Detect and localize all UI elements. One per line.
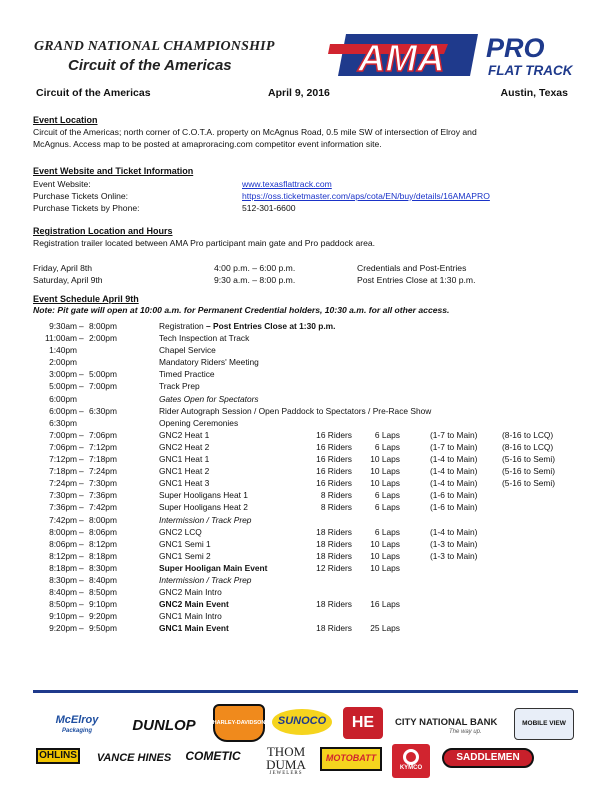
schedule-row <box>0 527 606 539</box>
schedule-dash: – <box>79 333 84 344</box>
schedule-start-time: 9:10pm <box>49 611 77 622</box>
schedule-dash: – <box>79 405 84 416</box>
schedule-event-name: Super Hooligan Main Event <box>159 562 268 573</box>
header-title-line2: Circuit of the Americas <box>68 57 232 74</box>
schedule-start-time: 8:00pm <box>49 526 77 537</box>
schedule-row <box>0 611 606 623</box>
schedule-start-time: 8:06pm <box>49 538 77 549</box>
sponsor-city-national-logo <box>395 712 503 742</box>
schedule-end-time: 9:20pm <box>89 611 117 622</box>
schedule-dash: – <box>79 478 84 489</box>
schedule-transfer: (5-16 to Semi) <box>502 478 556 489</box>
sponsor-dunlop-logo: DUNLOP <box>132 716 196 734</box>
header-venue: Circuit of the Americas <box>36 87 151 99</box>
schedule-event-name: GNC2 Main Intro <box>159 587 222 598</box>
schedule-event <box>159 563 267 574</box>
schedule-start-time: 2:00pm <box>49 357 77 368</box>
logo-flat-track-text: FLAT TRACK <box>488 63 573 78</box>
schedule-end-time: 8:18pm <box>89 550 117 561</box>
sponsor-vance-hines-logo: VANCE HINES <box>96 751 172 764</box>
schedule-end-time: 8:00pm <box>89 321 117 331</box>
ticket-online-link[interactable]: https://oss.ticketmaster.com/aps/cota/EN/buy/details/16AMAPRO <box>242 191 490 201</box>
schedule-event-name: Chapel Service <box>159 345 216 356</box>
sponsor-sunoco-logo: SUNOCO <box>272 709 332 735</box>
schedule-event <box>159 490 248 501</box>
schedule-dash: – <box>79 550 84 561</box>
schedule-advance: (1-4 to Main) <box>430 454 478 465</box>
registration-text: Registration trailer located between AMA Pro participant main gate and Pro paddock area. <box>33 238 376 248</box>
schedule-row <box>0 442 606 454</box>
schedule-dash: – <box>79 538 84 549</box>
schedule-event-name: Mandatory Riders' Meeting <box>159 357 259 368</box>
schedule-dash: – <box>79 466 84 477</box>
schedule-row <box>0 333 606 345</box>
schedule-end-time: 6:30pm <box>89 405 117 416</box>
schedule-end-time: 7:30pm <box>89 478 117 489</box>
schedule-row <box>0 345 606 357</box>
schedule-event-name: Opening Ceremonies <box>159 417 239 428</box>
schedule-end-time: 7:18pm <box>89 454 117 465</box>
schedule-row <box>0 502 606 514</box>
schedule-dash: – <box>79 490 84 501</box>
schedule-end-time: 2:00pm <box>89 333 117 344</box>
schedule-note: Note: Pit gate will open at 10:00 a.m. for Permanent Credential holders, 10:30 a.m. for all other access. <box>33 305 450 315</box>
schedule-row <box>0 515 606 527</box>
sponsor-motobatt-logo: MOTOBATT <box>320 747 382 771</box>
event-location-line2: McAgnus. Access map to be posted at amaproracing.com competitor event information site. <box>33 139 382 149</box>
schedule-start-time: 6:00pm <box>49 405 77 416</box>
sponsor-mobile-view-logo: MOBILE VIEW <box>514 708 574 740</box>
schedule-riders: 18 Riders <box>316 538 352 549</box>
sponsor-ohlins-logo: ÖHLINS <box>36 748 80 764</box>
schedule-heading: Event Schedule April 9th <box>33 294 139 304</box>
schedule-event <box>159 345 216 356</box>
schedule-start-time: 7:42pm <box>49 514 77 525</box>
schedule-event <box>159 515 251 526</box>
thom-duma-sub: JEWELERS <box>269 770 303 776</box>
schedule-advance: (1-4 to Main) <box>430 526 478 537</box>
schedule-event <box>159 478 209 489</box>
kymco-ring-icon <box>403 749 419 765</box>
schedule-advance: (1-4 to Main) <box>430 466 478 477</box>
schedule-start-time: 8:12pm <box>49 550 77 561</box>
logo-pro-text: PRO <box>486 33 545 63</box>
sponsor-thom-duma-logo <box>258 740 314 782</box>
schedule-laps: 6 Laps <box>374 441 400 452</box>
sponsor-he-logo: HE <box>343 707 383 739</box>
schedule-riders: 18 Riders <box>316 526 352 537</box>
schedule-event-name: Timed Practice <box>159 369 215 380</box>
schedule-laps: 16 Laps <box>370 599 400 610</box>
schedule-riders: 16 Riders <box>316 478 352 489</box>
ticket-online-label: Purchase Tickets Online: <box>33 191 129 201</box>
registration-note-1: Credentials and Post-Entries <box>357 263 467 273</box>
schedule-advance: (1-7 to Main) <box>430 429 478 440</box>
schedule-end-time: 7:12pm <box>89 441 117 452</box>
schedule-end-time: 8:00pm <box>89 514 117 525</box>
schedule-end-time: 5:00pm <box>89 369 117 380</box>
schedule-dash: – <box>79 611 84 622</box>
schedule-event <box>159 321 335 332</box>
schedule-laps: 6 Laps <box>374 490 400 501</box>
schedule-start-time: 7:18pm <box>49 466 77 477</box>
schedule-laps: 10 Laps <box>370 454 400 465</box>
schedule-start-time: 7:00pm <box>49 429 77 440</box>
schedule-event <box>159 333 249 344</box>
schedule-event-name: GNC1 Heat 3 <box>159 478 210 489</box>
schedule-start-time: 8:50pm <box>49 599 77 610</box>
schedule-start-time: 5:00pm <box>49 381 77 392</box>
schedule-advance: (1-6 to Main) <box>430 502 478 513</box>
schedule-transfer: (8-16 to LCQ) <box>502 429 554 440</box>
schedule-event-name: GNC1 Heat 1 <box>159 454 210 465</box>
schedule-start-time: 7:12pm <box>49 454 77 465</box>
schedule-dash: – <box>79 321 84 331</box>
schedule-laps: 10 Laps <box>370 550 400 561</box>
schedule-laps: 6 Laps <box>374 502 400 513</box>
schedule-row <box>0 539 606 551</box>
schedule-start-time: 6:30pm <box>49 417 77 428</box>
mcelroy-sub: Packaging <box>61 728 92 735</box>
schedule-row <box>0 478 606 490</box>
schedule-row <box>0 575 606 587</box>
schedule-event <box>159 369 215 380</box>
schedule-start-time: 8:18pm <box>49 562 77 573</box>
schedule-end-time: 8:30pm <box>89 562 117 573</box>
schedule-advance: (1-3 to Main) <box>430 538 478 549</box>
schedule-laps: 10 Laps <box>370 466 400 477</box>
schedule-end-time: 7:36pm <box>89 490 117 501</box>
schedule-event-name: GNC1 Semi 1 <box>159 538 211 549</box>
registration-heading: Registration Location and Hours <box>33 226 173 236</box>
schedule-dash: – <box>79 514 84 525</box>
schedule-transfer: (5-16 to Semi) <box>502 454 556 465</box>
schedule-start-time: 7:24pm <box>49 478 77 489</box>
schedule-advance: (1-6 to Main) <box>430 490 478 501</box>
city-national-sub: The way up. <box>449 729 482 736</box>
schedule-dash: – <box>79 502 84 513</box>
schedule-end-time: 7:24pm <box>89 466 117 477</box>
schedule-riders: 18 Riders <box>316 599 352 610</box>
schedule-riders: 12 Riders <box>316 562 352 573</box>
schedule-event <box>159 466 209 477</box>
schedule-laps: 6 Laps <box>374 526 400 537</box>
schedule-dash: – <box>79 381 84 392</box>
schedule-laps: 10 Laps <box>370 538 400 549</box>
schedule-laps: 10 Laps <box>370 562 400 573</box>
schedule-row <box>0 418 606 430</box>
schedule-event <box>159 418 238 429</box>
schedule-dash: – <box>79 623 84 634</box>
schedule-row <box>0 587 606 599</box>
schedule-event-name: GNC2 Heat 2 <box>159 441 210 452</box>
header-date: April 9, 2016 <box>268 87 330 99</box>
sponsor-mcelroy-logo <box>42 711 112 739</box>
schedule-table <box>0 321 606 635</box>
schedule-end-time: 8:06pm <box>89 526 117 537</box>
schedule-event <box>159 381 200 392</box>
schedule-dash: – <box>79 574 84 585</box>
schedule-event-name: GNC2 Heat 1 <box>159 429 210 440</box>
schedule-row <box>0 357 606 369</box>
schedule-event-name: GNC2 Main Event <box>159 599 229 610</box>
schedule-row <box>0 381 606 393</box>
schedule-event-name: Super Hooligans Heat 2 <box>159 502 248 513</box>
schedule-riders: 18 Riders <box>316 623 352 634</box>
schedule-row <box>0 490 606 502</box>
schedule-start-time: 11:00am <box>45 333 77 344</box>
registration-note-2: Post Entries Close at 1:30 p.m. <box>357 275 476 285</box>
schedule-event <box>159 394 259 405</box>
schedule-event <box>159 611 222 622</box>
schedule-end-time: 7:42pm <box>89 502 117 513</box>
schedule-event <box>159 357 259 368</box>
ama-pro-flat-track-logo <box>328 30 584 82</box>
schedule-end-time: 8:40pm <box>89 574 117 585</box>
event-location-line1: Circuit of the Americas; north corner of C.O.T.A. property on McAgnus Road, 0.5 mile SW of intersection of Elroy and <box>33 127 477 137</box>
schedule-riders: 16 Riders <box>316 466 352 477</box>
schedule-start-time: 9:30am <box>49 321 77 331</box>
schedule-riders: 16 Riders <box>316 454 352 465</box>
schedule-dash: – <box>79 441 84 452</box>
city-national-name: CITY NATIONAL BANK <box>395 717 498 729</box>
schedule-row <box>0 466 606 478</box>
schedule-event-name: GNC1 Main Event <box>159 623 229 634</box>
schedule-transfer: (5-16 to Semi) <box>502 466 556 477</box>
schedule-end-time: 8:12pm <box>89 538 117 549</box>
schedule-end-time: 9:10pm <box>89 599 117 610</box>
ticket-phone-value: 512-301-6600 <box>242 203 296 213</box>
schedule-row <box>0 454 606 466</box>
schedule-dash: – <box>79 429 84 440</box>
schedule-end-time: 7:00pm <box>89 381 117 392</box>
schedule-start-time: 6:00pm <box>49 393 77 404</box>
schedule-dash: – <box>79 369 84 380</box>
schedule-event-name: Rider Autograph Session / Open Paddock to Spectators / Pre-Race Show <box>159 405 432 416</box>
schedule-event <box>159 502 248 513</box>
schedule-row <box>0 406 606 418</box>
event-location-heading: Event Location <box>33 115 98 125</box>
schedule-riders: 8 Riders <box>320 490 352 501</box>
schedule-start-time: 7:36pm <box>49 502 77 513</box>
schedule-event-name: Super Hooligans Heat 1 <box>159 490 248 501</box>
ticket-website-label: Event Website: <box>33 179 91 189</box>
schedule-event-name: Gates Open for Spectators <box>159 393 259 404</box>
schedule-event <box>159 551 211 562</box>
schedule-event-name: GNC1 Semi 2 <box>159 550 211 561</box>
schedule-event-name: Intermission / Track Prep <box>159 514 252 525</box>
header-title-line1: GRAND NATIONAL CHAMPIONSHIP <box>34 39 275 54</box>
schedule-start-time: 1:40pm <box>49 345 77 356</box>
schedule-event <box>159 454 209 465</box>
schedule-riders: 8 Riders <box>320 502 352 513</box>
schedule-event <box>159 442 209 453</box>
schedule-event-name: Intermission / Track Prep <box>159 574 252 585</box>
schedule-event <box>159 539 211 550</box>
schedule-advance: (1-7 to Main) <box>430 441 478 452</box>
schedule-event <box>159 599 229 610</box>
schedule-advance: (1-3 to Main) <box>430 550 478 561</box>
schedule-laps: 6 Laps <box>374 429 400 440</box>
footer-divider <box>33 690 578 693</box>
schedule-event <box>159 430 209 441</box>
schedule-row <box>0 563 606 575</box>
schedule-laps: 10 Laps <box>370 478 400 489</box>
schedule-row <box>0 369 606 381</box>
schedule-row <box>0 623 606 635</box>
schedule-row <box>0 430 606 442</box>
schedule-start-time: 7:30pm <box>49 490 77 501</box>
schedule-event-name: GNC1 Heat 2 <box>159 466 210 477</box>
schedule-end-time: 9:50pm <box>89 623 117 634</box>
schedule-riders: 16 Riders <box>316 429 352 440</box>
schedule-row <box>0 321 606 333</box>
schedule-event <box>159 587 222 598</box>
logo-ama-text: AMA <box>358 38 445 80</box>
schedule-event <box>159 406 431 417</box>
sponsor-kymco-logo <box>392 744 430 778</box>
sponsor-cometic-logo: COMETIC <box>185 748 241 763</box>
schedule-dash: – <box>79 599 84 610</box>
tickets-heading: Event Website and Ticket Information <box>33 166 194 176</box>
schedule-transfer: (8-16 to LCQ) <box>502 441 554 452</box>
schedule-event-name: GNC1 Main Intro <box>159 611 222 622</box>
schedule-dash: – <box>79 526 84 537</box>
schedule-start-time: 8:30pm <box>49 574 77 585</box>
schedule-dash: – <box>79 562 84 573</box>
thom-duma-name: THOM DUMA <box>266 743 306 772</box>
schedule-riders: 16 Riders <box>316 441 352 452</box>
schedule-start-time: 9:20pm <box>49 623 77 634</box>
mcelroy-name: McElroy <box>55 714 99 727</box>
schedule-dash: – <box>79 454 84 465</box>
registration-hours-1: 4:00 p.m. – 6:00 p.m. <box>214 263 296 273</box>
schedule-event <box>159 527 202 538</box>
sponsor-harley-logo: HARLEY-DAVIDSON <box>213 704 265 742</box>
schedule-event <box>159 575 251 586</box>
schedule-event <box>159 623 229 634</box>
registration-hours-2: 9:30 a.m. – 8:00 p.m. <box>214 275 296 285</box>
ticket-website-link[interactable]: www.texasflattrack.com <box>242 179 332 189</box>
schedule-advance: (1-4 to Main) <box>430 478 478 489</box>
schedule-riders: 18 Riders <box>316 550 352 561</box>
sponsor-saddlemen-logo: SADDLEMEN <box>442 748 534 768</box>
registration-day-2: Saturday, April 9th <box>33 275 103 285</box>
schedule-start-time: 8:40pm <box>49 587 77 598</box>
kymco-name: KYMCO <box>399 765 423 772</box>
schedule-row <box>0 599 606 611</box>
schedule-event-name: Registration <box>159 321 204 331</box>
schedule-end-time: 8:50pm <box>89 587 117 598</box>
schedule-laps: 25 Laps <box>370 623 400 634</box>
schedule-end-time: 7:06pm <box>89 429 117 440</box>
registration-day-1: Friday, April 8th <box>33 263 93 273</box>
schedule-event-emphasis: – Post Entries Close at 1:30 p.m. <box>203 321 336 331</box>
schedule-row <box>0 551 606 563</box>
schedule-event-name: Tech Inspection at Track <box>159 333 250 344</box>
schedule-event-name: Track Prep <box>159 381 200 392</box>
schedule-start-time: 3:00pm <box>49 369 77 380</box>
schedule-event-name: GNC2 LCQ <box>159 526 202 537</box>
schedule-start-time: 7:06pm <box>49 441 77 452</box>
header-city: Austin, Texas <box>500 87 568 99</box>
ticket-phone-label: Purchase Tickets by Phone: <box>33 203 140 213</box>
schedule-dash: – <box>79 587 84 598</box>
schedule-row <box>0 394 606 406</box>
